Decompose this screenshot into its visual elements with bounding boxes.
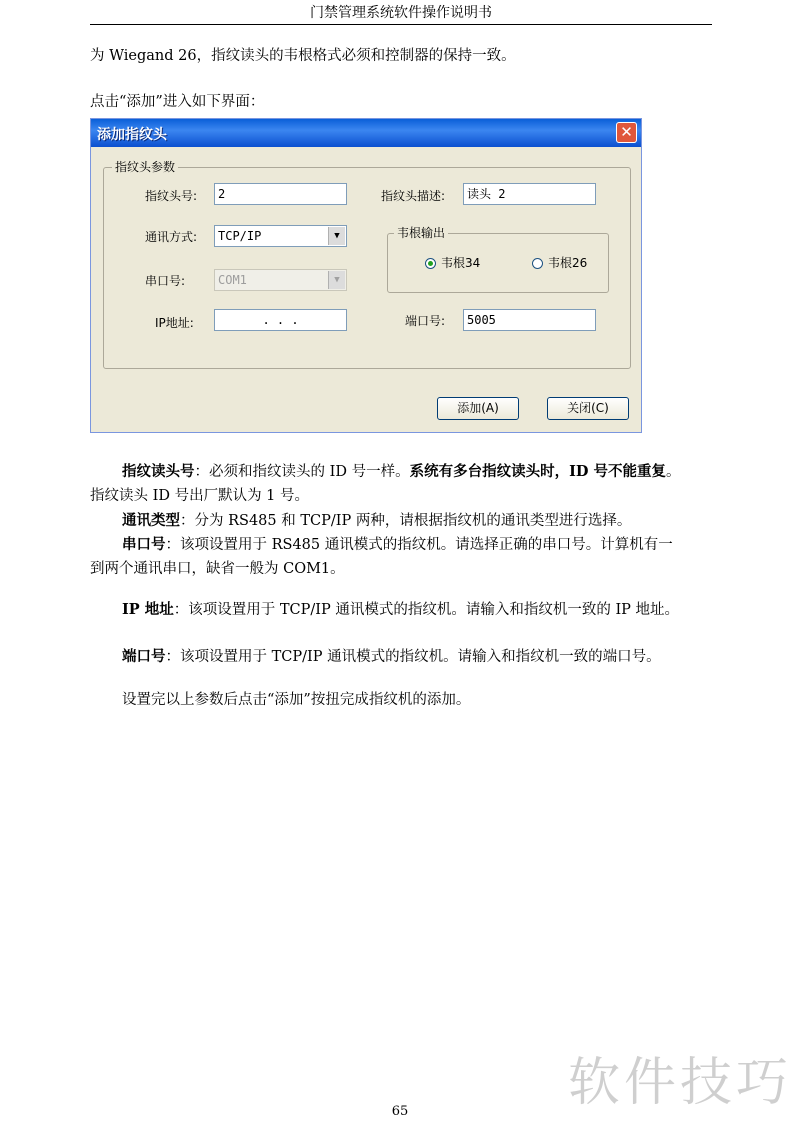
text-comm-type: ：分为 RS485 和 TCP/IP 两种，请根据指纹机的通讯类型进行选择。	[180, 513, 632, 529]
paragraph-ip	[122, 600, 679, 620]
serial-value: COM1	[218, 273, 247, 287]
wiegand26-label: 韦根26	[548, 256, 588, 270]
watermark: 软件技巧	[568, 1053, 793, 1113]
text-reader-no-end: 。	[665, 464, 681, 480]
comm-mode-label: 通讯方式:	[145, 230, 198, 244]
term-port: 端口号	[122, 648, 166, 665]
wiegand26-radio[interactable]	[532, 258, 543, 269]
chevron-down-icon: ▼	[328, 271, 345, 289]
paragraph-port	[122, 647, 661, 667]
close-button[interactable]: 关闭(C)	[547, 397, 629, 420]
page-number: 65	[391, 1104, 409, 1119]
dialog-titlebar	[91, 119, 641, 147]
text-reader-no: ：必须和指纹读头的 ID 号一样。	[194, 464, 410, 480]
term-comm-type: 通讯类型	[122, 512, 180, 529]
ip-input[interactable]: . . .	[214, 309, 347, 331]
wiegand34-radio[interactable]	[425, 258, 436, 269]
chevron-down-icon[interactable]: ▼	[328, 227, 345, 245]
term-serial: 串口号	[122, 536, 166, 553]
text-ip: ：该项设置用于 TCP/IP 通讯模式的指纹机。请输入和指纹机一致的 IP 地址。	[173, 602, 680, 618]
text-serial: ：该项设置用于 RS485 通讯模式的指纹机。请选择正确的串口号。计算机有一	[165, 537, 673, 553]
reader-desc-input[interactable]: 读头 2	[463, 183, 596, 205]
term-ip: IP 地址	[122, 601, 174, 618]
paragraph-serial	[122, 535, 673, 555]
paragraph-reader-no	[122, 462, 680, 482]
paragraph-serial-line2: 到两个通讯串口，缺省一般为 COM1。	[90, 561, 345, 577]
paragraph-finish: 设置完以上参数后点击“添加”按扭完成指纹机的添加。	[122, 692, 471, 708]
comm-mode-value: TCP/IP	[218, 229, 262, 243]
wiegand-group-title: 韦根输出	[394, 225, 448, 241]
dialog-title: 添加指纹头	[97, 127, 167, 143]
intro-line-1: 为 Wiegand 26，指纹读头的韦根格式必须和控制器的保持一致。	[90, 48, 516, 64]
wiegand34-label: 韦根34	[441, 256, 481, 270]
port-input[interactable]: 5005	[463, 309, 596, 331]
reader-params-group-title: 指纹头参数	[112, 159, 178, 175]
reader-desc-label: 指纹头描述:	[381, 189, 446, 203]
comm-mode-select[interactable]	[214, 225, 347, 247]
intro-line-2: 点击“添加”进入如下界面：	[90, 94, 265, 110]
add-reader-dialog	[90, 118, 642, 433]
reader-no-input[interactable]: 2	[214, 183, 347, 205]
paragraph-comm-type	[122, 511, 631, 531]
term-reader-no: 指纹读头号	[122, 463, 195, 480]
ip-label: IP地址:	[155, 316, 194, 330]
text-reader-no-bold: 系统有多台指纹读头时，ID 号不能重复	[409, 463, 666, 480]
port-label: 端口号:	[405, 314, 446, 328]
close-icon[interactable]: ✕	[616, 122, 637, 143]
reader-no-label: 指纹头号:	[145, 189, 198, 203]
serial-select	[214, 269, 347, 291]
text-port: ：该项设置用于 TCP/IP 通讯模式的指纹机。请输入和指纹机一致的端口号。	[165, 649, 661, 665]
document-header: 门禁管理系统软件操作说明书	[90, 4, 712, 25]
add-button[interactable]: 添加(A)	[437, 397, 519, 420]
serial-label: 串口号:	[145, 274, 186, 288]
paragraph-reader-no-line2: 指纹读头 ID 号出厂默认为 1 号。	[90, 488, 310, 504]
